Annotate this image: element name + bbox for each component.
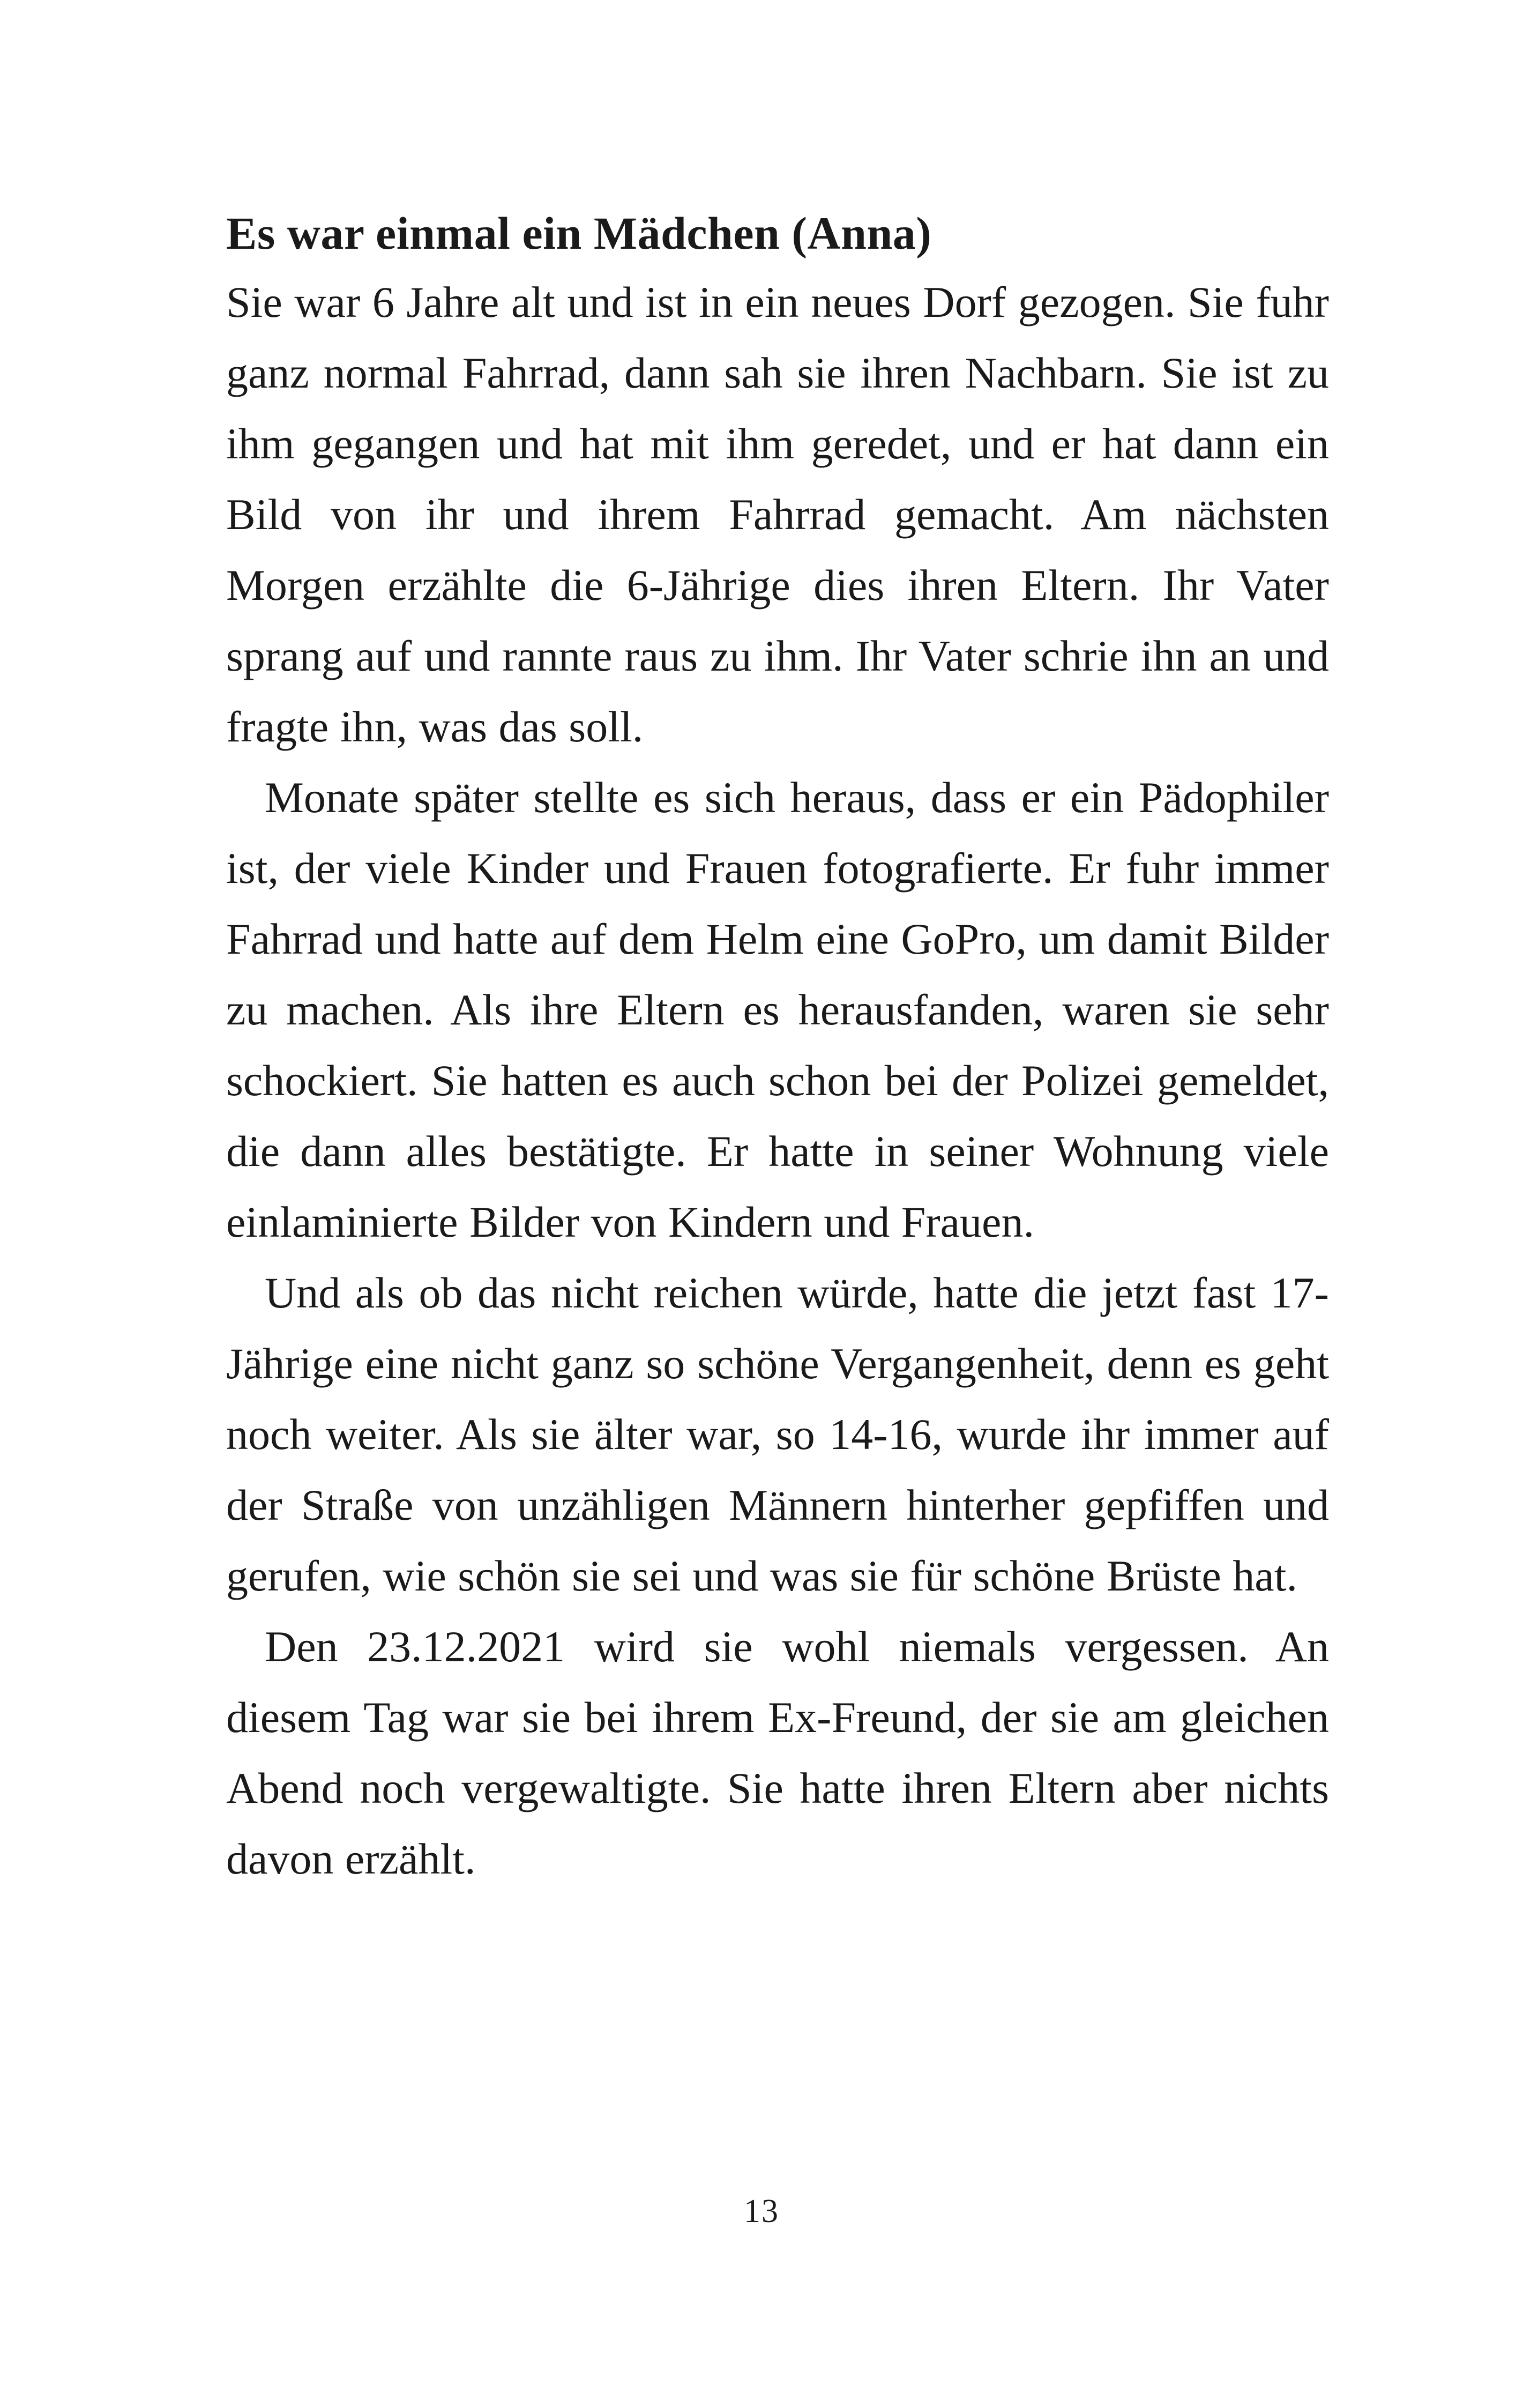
page-text-block — [226, 204, 1329, 1894]
chapter-title: Es war einmal ein Mädchen (Anna) — [226, 207, 932, 259]
paragraph-4: Den 23.12.2021 wird sie wohl niemals vergessen. An diesem Tag war sie bei ihrem Ex-Freund, der sie am gleichen Abend noch vergewaltigte. Sie hatte ihren Eltern aber nichts davon erzählt. — [226, 1622, 1329, 1883]
paragraph-2: Monate später stellte es sich heraus, dass er ein Pädophiler ist, der viele Kinder und Frauen fotografierte. Er fuhr immer Fahrrad und hatte auf dem Helm eine GoPro, um damit Bilder zu machen. Als ihre Eltern es herausfanden, waren sie sehr schockiert. Sie hatten es auch schon bei der Polizei gemeldet, die dann alles bestätigte. Er hatte in seiner Wohnung viele einlaminierte Bilder von Kindern und Frauen. — [226, 773, 1329, 1246]
page-number: 13 — [744, 2193, 779, 2229]
paragraph-1: Sie war 6 Jahre alt und ist in ein neues Dorf gezogen. Sie fuhr ganz normal Fahrrad, dann sah sie ihren Nachbarn. Sie ist zu ihm gegangen und hat mit ihm geredet, und er hat dann ein Bild von ihr und ihrem Fahrrad gemacht. Am nächsten Morgen erzählte die 6-Jährige dies ihren Eltern. Ihr Vater sprang auf und rannte raus zu ihm. Ihr Vater schrie ihn an und fragte ihn, was das soll. — [226, 278, 1329, 751]
paragraph-3: Und als ob das nicht reichen würde, hatte die jetzt fast 17-Jährige eine nicht ganz so schöne Vergangenheit, denn es geht noch weiter. Als sie älter war, so 14-16, wurde ihr immer auf der Straße von unzähligen Männern hinterher gepfiffen und gerufen, wie schön sie sei und was sie für schöne Brüste hat. — [226, 1268, 1329, 1600]
